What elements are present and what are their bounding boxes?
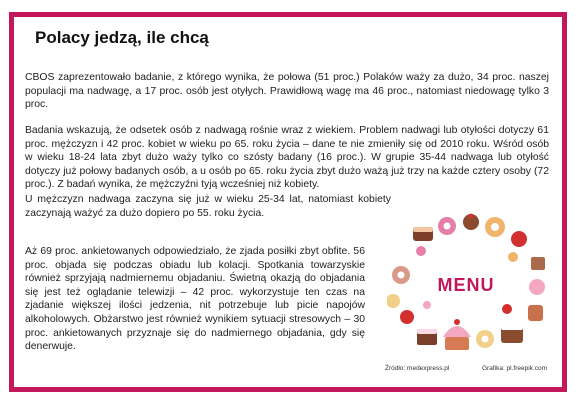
menu-illustration xyxy=(387,213,547,358)
paragraph-gender-onset: U mężczyzn nadwaga zaczyna się już w wieku 25-34 lat, natomiast kobiety zaczynają ważyć za dużo dopiero po 55. roku życia. xyxy=(25,194,391,219)
menu-label: MENU xyxy=(437,275,495,295)
graphic-credit: Grafika: pl.freepik.com xyxy=(482,365,548,372)
paragraph-intro: CBOS zaprezentowało badanie, z którego wynika, że połowa (51 proc.) Polaków waży za dużo, 34 proc. naszej populacji ma nadwagę, a 17 proc. osób jest otyłych. Prawidłową wagę ma 46 proc., natomiast niedowagę tylko 3 proc. xyxy=(25,72,549,111)
source-caption: Źródło: medexpress.pl xyxy=(385,365,450,372)
paragraph-overeating: Aż 69 proc. ankietowanych odpowiedziało, że zjada posiłki zbyt obfite. 56 proc. objada się podczas obiadu lub kolacji. Spotkania towarzyskie również sprzyjają nadmiernemu objadaniu. Świetną okazją do objadania się jest też oglądanie telewizji – 42 proc. wykorzystuje ten czas na zjadanie większej ilości jedzenia, nit potrzebuje lub picie napojów alkoholowych. Obżarstwo jest również wynikiem sytuacji stresowych – 30 proc. ankietowanych przyznaje się do nadmiernego objadania, gdy się denerwuje. xyxy=(25,246,365,353)
article-title: Polacy jedzą, ile chcą xyxy=(35,28,209,47)
paragraph-age-stats: Badania wskazują, że odsetek osób z nadwagą rośnie wraz z wiekiem. Problem nadwagi lub otyłości dotyczy 61 proc. mężczyzn i 42 proc. kobiet w wieku po 65. roku życia – dane te nie zmieniły się od 2010 roku. Wśród osób w wieku 18-24 lata zbyt dużo waży tylko co szósty badany (16 proc.). W grupie 35-44 nadwaga lub otyłość dotyczy już połowy badanych osób, a u osób po 65. roku życia zbyt dużo ważą już trzy na każde cztery osoby (72 proc.). Z badań wynika, że mężczyźni tyją wcześniej niż kobiety. xyxy=(25,125,549,191)
